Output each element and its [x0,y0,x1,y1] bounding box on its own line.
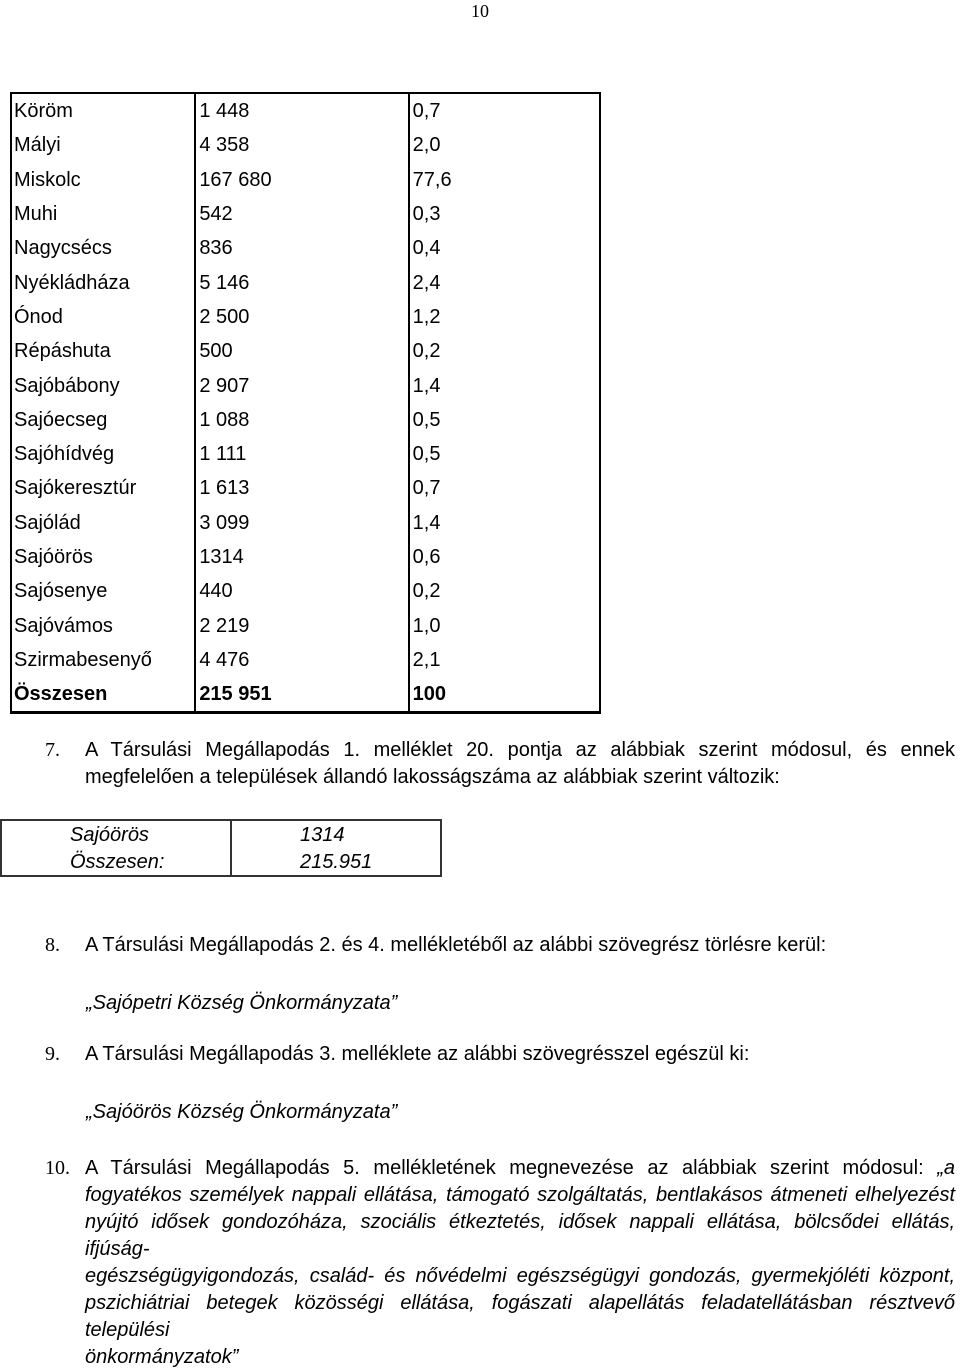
cell-population: 2 907 [195,368,408,402]
table-row [11,265,600,299]
cell-percent: 0,2 [409,334,600,368]
cell-percent: 1,2 [409,300,600,334]
cell-total-percent: 100 [409,677,600,713]
cell-population: 1 111 [195,437,408,471]
cell-settlement: Sajóörös [11,540,195,574]
cell-settlement: Répáshuta [11,334,195,368]
cell-settlement: Nagycsécs [11,231,195,265]
cell-settlement: Sajóecseg [11,403,195,437]
cell-percent: 77,6 [409,163,600,197]
item-7-line2: megfelelően a települések állandó lakosságszáma az alábbiak szerint változik: [85,766,780,788]
cell-population: 2 500 [195,300,408,334]
item-8-quote: „Sajópetri Község Önkormányzata” [86,992,398,1014]
table-row [11,231,600,265]
table-row [11,128,600,162]
table-row [11,506,600,540]
cell-settlement: Miskolc [11,163,195,197]
cell-percent: 0,5 [409,403,600,437]
item-10-line6: önkormányzatok” [85,1346,239,1368]
cell-settlement: Szirmabesenyő [11,643,195,677]
item-7 [45,737,955,791]
cell-settlement: Sajóörös [1,820,231,848]
cell-settlement: Muhi [11,197,195,231]
cell-settlement: Sajólád [11,506,195,540]
cell-percent: 2,1 [409,643,600,677]
item-9-number: 9. [45,1043,60,1065]
cell-settlement: Sajóbábony [11,368,195,402]
cell-settlement: Sajósenye [11,574,195,608]
cell-settlement: Sajókeresztúr [11,471,195,505]
cell-settlement: Mályi [11,128,195,162]
table-total-row [11,677,600,713]
cell-population: 1 448 [195,94,408,128]
population-change-table [0,819,442,877]
cell-population: 4 358 [195,128,408,162]
item-10 [45,1155,955,1371]
item-10-line3: nyújtó idősek gondozóháza, szociális étkeztetés, idősek nappali ellátása, bölcsődei ellátás, ifjúság- [85,1211,955,1260]
item-8-number: 8. [45,934,60,956]
item-10-line1: A Társulási Megállapodás 5. mellékletének megnevezése az alábbiak szerint módosul: [85,1157,924,1179]
cell-population: 1 613 [195,471,408,505]
cell-population: 4 476 [195,643,408,677]
cell-settlement: Sajóvámos [11,608,195,642]
cell-percent: 0,6 [409,540,600,574]
cell-population: 1 088 [195,403,408,437]
cell-percent: 1,0 [409,608,600,642]
item-8 [45,932,955,959]
cell-percent: 1,4 [409,506,600,540]
item-9 [45,1041,955,1068]
table-row [11,608,600,642]
table-row [1,848,441,876]
table-row [11,334,600,368]
cell-settlement: Köröm [11,94,195,128]
item-7-line1: A Társulási Megállapodás 1. melléklet 20. pontja az alábbiak szerint módosul, és ennek [85,739,955,761]
table-row [11,403,600,437]
table-row [11,94,600,128]
cell-percent: 2,4 [409,265,600,299]
item-7-number: 7. [45,739,60,761]
cell-population: 1314 [231,820,441,848]
cell-percent: 2,0 [409,128,600,162]
cell-percent: 0,4 [409,231,600,265]
item-9-text: A Társulási Megállapodás 3. melléklete az alábbi szövegrésszel egészül ki: [85,1043,750,1065]
table-row [11,163,600,197]
cell-population: 1314 [195,540,408,574]
cell-population: 500 [195,334,408,368]
cell-percent: 0,3 [409,197,600,231]
cell-population: 5 146 [195,265,408,299]
item-10-line1-italic: „a [937,1157,956,1179]
cell-total-value: 215.951 [231,848,441,876]
cell-total-population: 215 951 [195,677,408,713]
item-9-quote: „Sajóörös Község Önkormányzata” [86,1101,398,1123]
table-row [11,437,600,471]
cell-population: 836 [195,231,408,265]
table-row [11,643,600,677]
cell-settlement: Nyékládháza [11,265,195,299]
cell-total-label: Összesen: [1,848,231,876]
table-row [11,368,600,402]
table-row [11,574,600,608]
cell-population: 542 [195,197,408,231]
cell-percent: 1,4 [409,368,600,402]
cell-population: 2 219 [195,608,408,642]
cell-percent: 0,7 [409,94,600,128]
item-10-line2: fogyatékos személyek nappali ellátása, támogató szolgáltatás, bentlakásos átmeneti elhelyezést [85,1184,955,1206]
item-10-line4: egészségügyigondozás, család- és nővédelmi egészségügyi gondozás, gyermekjóléti központ, [85,1265,955,1287]
page-number: 10 [471,1,489,21]
table-row [11,540,600,574]
cell-percent: 0,2 [409,574,600,608]
table-row [11,300,600,334]
item-10-line5: pszichiátriai betegek közösségi ellátása, fogászati alapellátás feladatellátásban résztvevő települési [85,1292,955,1341]
cell-percent: 0,5 [409,437,600,471]
cell-total-label: Összesen [11,677,195,713]
cell-settlement: Sajóhídvég [11,437,195,471]
cell-population: 167 680 [195,163,408,197]
cell-percent: 0,7 [409,471,600,505]
item-8-text: A Társulási Megállapodás 2. és 4. mellékletéből az alábbi szövegrész törlésre kerül: [85,934,827,956]
settlement-population-table [10,92,601,714]
table-row [11,471,600,505]
table-row [11,197,600,231]
cell-population: 3 099 [195,506,408,540]
table-row [1,820,441,848]
cell-population: 440 [195,574,408,608]
cell-settlement: Ónod [11,300,195,334]
item-10-number: 10. [45,1157,70,1179]
